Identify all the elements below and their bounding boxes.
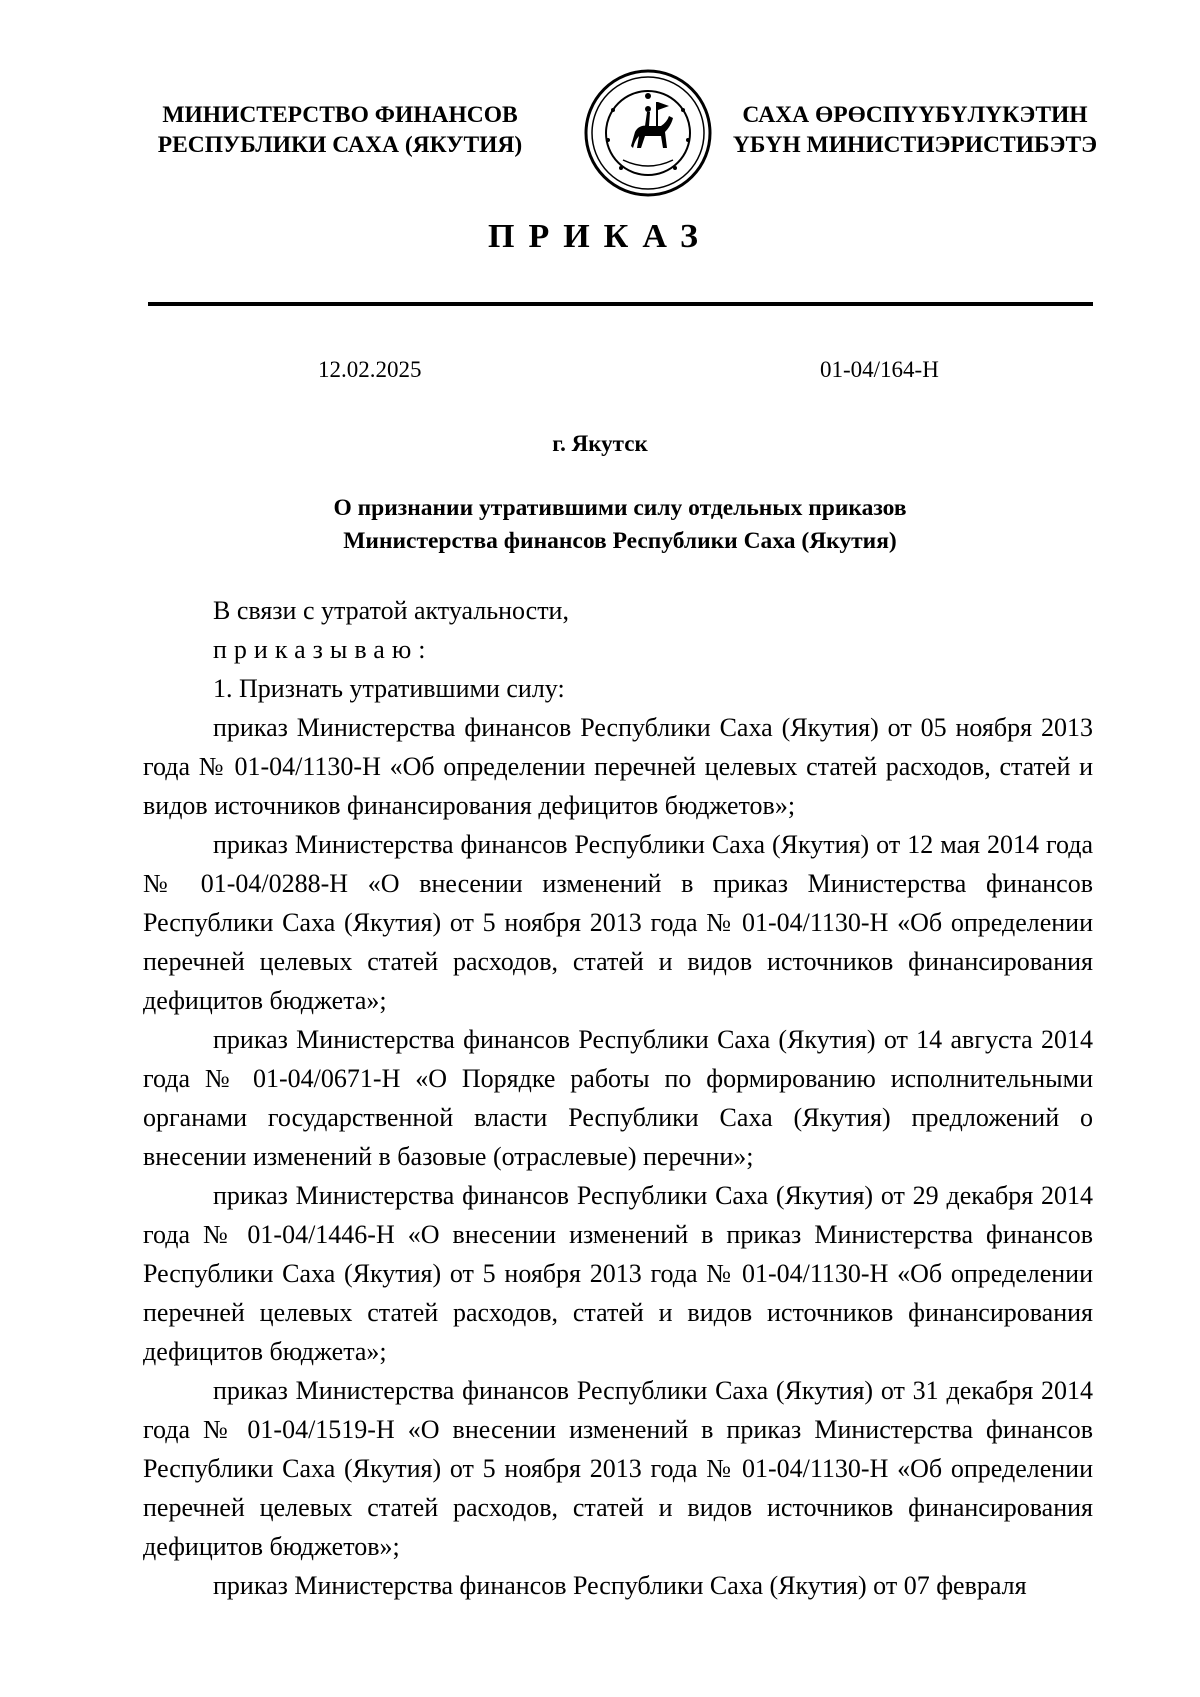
sakha-republic-coat-of-arms-icon	[583, 68, 713, 198]
header-divider	[148, 302, 1093, 306]
reason-paragraph: В связи с утратой актуальности,	[213, 596, 569, 625]
ministry-name-sakha-line-1: САХА ӨРӨСПҮҮБҮЛҮКЭТИН	[742, 102, 1088, 128]
document-title-line-2: Министерства финансов Республики Саха (Якутия)	[343, 528, 897, 554]
document-title	[150, 492, 1090, 558]
ministry-name-sakha	[715, 100, 1115, 160]
order-word: приказываю:	[213, 635, 433, 664]
revoked-order-6: приказ Министерства финансов Республики Саха (Якутия) от 07 февраля	[213, 1571, 1027, 1600]
revoked-order-2: приказ Министерства финансов Республики Саха (Якутия) от 12 мая 2014 года № 01-04/0288-Н «О внесении изменений в приказ Министерства финансов Республики Саха (Якутия) от 5 ноября 2013 года № 01-04/1130-Н «Об определении перечней целевых статей расходов, статей и видов источников финансирования дефицитов бюджета»;	[143, 830, 1093, 1015]
revoked-order-5: приказ Министерства финансов Республики Саха (Якутия) от 31 декабря 2014 года № 01-04/1519-Н «О внесении изменений в приказ Министерства финансов Республики Саха (Якутия) от 5 ноября 2013 года № 01-04/1130-Н «Об определении перечней целевых статей расходов, статей и видов источников финансирования дефицитов бюджетов»;	[143, 1376, 1093, 1561]
ministry-name-russian	[130, 100, 550, 160]
ministry-name-sakha-line-2: ҮБҮН МИНИСТИЭРИСТИБЭТЭ	[732, 132, 1098, 158]
document-type-heading: ПРИКАЗ	[488, 218, 712, 255]
ministry-name-russian-line-2: РЕСПУБЛИКИ САХА (ЯКУТИЯ)	[157, 132, 523, 158]
document-date: 12.02.2025	[318, 357, 422, 382]
revoked-order-4: приказ Министерства финансов Республики Саха (Якутия) от 29 декабря 2014 года № 01-04/1446-Н «О внесении изменений в приказ Министерства финансов Республики Саха (Якутия) от 5 ноября 2013 года № 01-04/1130-Н «Об определении перечней целевых статей расходов, статей и видов источников финансирования дефицитов бюджета»;	[143, 1181, 1093, 1366]
document-number: 01-04/164-Н	[820, 357, 939, 382]
item-1-heading: 1. Признать утратившими силу:	[213, 674, 565, 703]
document-city: г. Якутск	[552, 431, 648, 456]
revoked-order-3: приказ Министерства финансов Республики Саха (Якутия) от 14 августа 2014 года № 01-04/0671-Н «О Порядке работы по формированию исполнительными органами государственной власти Республики Саха (Якутия) предложений о внесении изменений в базовые (отраслевые) перечни»;	[143, 1025, 1093, 1171]
ministry-name-russian-line-1: МИНИСТЕРСТВО ФИНАНСОВ	[162, 102, 518, 128]
document-title-line-1: О признании утратившими силу отдельных приказов	[333, 495, 907, 521]
revoked-order-1: приказ Министерства финансов Республики Саха (Якутия) от 05 ноября 2013 года № 01-04/1130-Н «Об определении перечней целевых статей расходов, статей и видов источников финансирования дефицитов бюджетов»;	[143, 713, 1093, 820]
document-body	[143, 591, 1093, 1605]
